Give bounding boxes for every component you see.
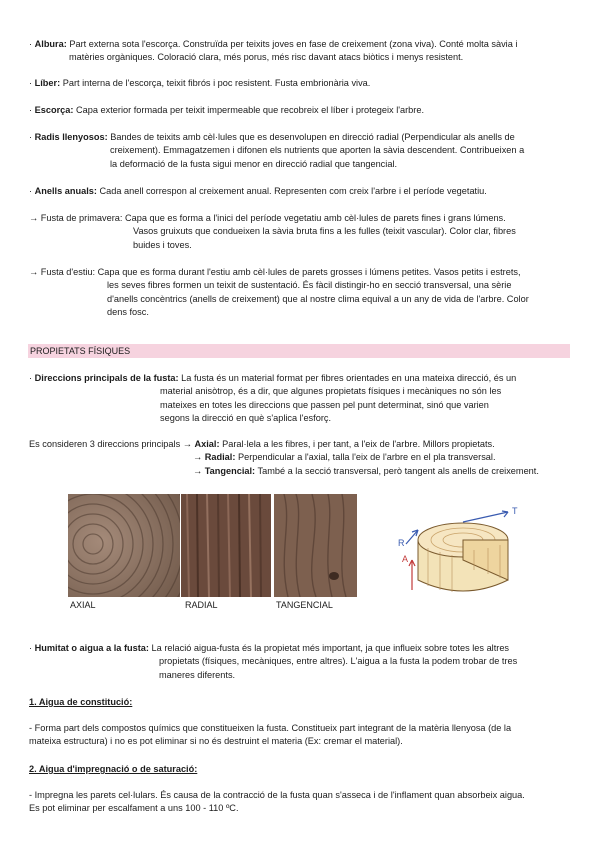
liber-text: Part interna de l'escorça, teixit fibrós i poc resistent. Fusta embrionària viva. — [62, 78, 371, 88]
aigua1-paragraph — [29, 722, 576, 749]
aigua2-line2: Es pot eliminar per escalfament a uns 100 - 110 ºC. — [29, 803, 239, 814]
albura-line1: Part externa sota l'escorça. Construïda per teixits joves en fase de creixement (zona viva). Conté molta sàvia i — [69, 39, 518, 49]
liber-term: Líber: — [34, 78, 61, 88]
direccions-line4: segons la direcció en què s'aplica l'esforç. — [160, 413, 332, 424]
primavera-paragraph — [29, 212, 576, 252]
axial-text: Paral·lela a les fibres, i per tant, a l'eix de l'arbre. Millors propietats. — [222, 439, 495, 449]
axial-term: Axial: — [194, 439, 220, 449]
humitat-line3: maneres diferents. — [159, 669, 236, 680]
radial-text: Perpendicular a l'axial, talla l'eix de l'arbre en el pla transversal. — [237, 452, 496, 463]
aigua1-heading — [29, 696, 576, 709]
estiu-label: Fusta d'estiu: — [40, 267, 96, 277]
aigua1-line2: mateixa estructura) i no es pot eliminar si no és destruint el materia (Ex: cremar el material). — [29, 736, 403, 747]
arrow-glyph: → — [29, 213, 39, 223]
directions-intro: Es consideren 3 direccions principals — [29, 439, 181, 449]
escorca-text: Capa exterior formada per teixit impermeable que recobreix el líber i protegeix l'arbre. — [76, 105, 424, 115]
estiu-line1: Capa que es forma durant l'estiu amb cèl·lules de parets grosses i lúmens petites. Vasos petits i estrets, — [97, 267, 521, 277]
bullet: · — [29, 105, 33, 115]
aigua1-line1: - Forma part dels compostos químics que constitueixen la fusta. Constitueix part integrant de la matèria llenyosa (de la — [29, 723, 512, 733]
direccions-term: Direccions principals de la fusta: — [34, 373, 179, 383]
escorca-term: Escorça: — [34, 105, 74, 115]
estiu-line4: dens fosc. — [107, 307, 149, 318]
radial-term: Radial: — [204, 452, 236, 463]
anells-text: Cada anell correspon al creixement anual. Representen com creix l'arbre i el període vegetatiu. — [99, 186, 487, 196]
primavera-line2: Vasos gruixuts que condueixen la sàvia bruta fins a les fulles (teixit vascular). Color clar, fibres — [133, 226, 516, 237]
bullet: · — [29, 643, 33, 653]
tangencial-caption: TANGENCIAL — [276, 600, 333, 610]
aigua1-title: 1. Aigua de constitució: — [29, 697, 133, 707]
albura-line2: matèries orgàniques. Coloració clara, més porus, més risc davant atacs biòtics i menys resistent. — [69, 52, 464, 63]
albura-term: Albura: — [34, 39, 67, 49]
aigua2-heading — [29, 763, 576, 776]
arrow-glyph: → — [182, 439, 192, 449]
section-title: PROPIETATS FÍSIQUES — [28, 344, 570, 358]
radis-paragraph — [29, 131, 576, 171]
albura-paragraph — [29, 38, 576, 65]
sketch-label-t: T — [512, 506, 518, 516]
direction-tangencial-row — [29, 465, 576, 478]
radial-wood-photo — [181, 494, 271, 597]
radis-line3: la deformació de la fusta sigui menor en direcció radial que tangencial. — [110, 158, 398, 169]
bullet: · — [29, 186, 33, 196]
radis-line1: Bandes de teixits amb cèl·lules que es desenvolupen en direcció radial (Perpendicular als anells de — [110, 132, 515, 142]
primavera-label: Fusta de primavera: — [40, 213, 123, 223]
tangencial-term: Tangencial: — [204, 465, 256, 476]
estiu-paragraph — [29, 266, 576, 320]
aigua2-paragraph — [29, 789, 576, 816]
escorca-paragraph — [29, 104, 576, 117]
arrow-glyph: → — [193, 452, 203, 463]
anells-paragraph — [29, 185, 576, 198]
tangencial-wood-photo — [274, 494, 357, 597]
humitat-line2: propietats (físiques, mecàniques, entre altres). L'aigua a la fusta la podem trobar de tres — [159, 656, 518, 667]
aigua2-line1: - Impregna les parets cel·lulars. És causa de la contracció de la fusta quan s'asseca i de l'inflament quan absorbeix aigua. — [29, 790, 525, 800]
anells-term: Anells anuals: — [34, 186, 97, 196]
aigua2-title: 2. Aigua d'impregnació o de saturació: — [29, 764, 198, 774]
radis-term: Radis llenyosos: — [34, 132, 108, 142]
primavera-line1: Capa que es forma a l'inici del període vegetatiu amb cèl·lules de parets fines i grans lúmens. — [125, 213, 506, 223]
log-sketch-diagram — [388, 500, 528, 600]
directions-list — [29, 438, 576, 478]
sketch-label-a: A — [402, 554, 409, 564]
arrow-glyph: → — [193, 465, 203, 476]
direction-radial-row — [29, 451, 576, 464]
direccions-line1: La fusta és un material format per fibres orientades en una mateixa direcció, és un — [181, 373, 517, 383]
direction-axial-row — [29, 438, 576, 451]
humitat-paragraph — [29, 642, 576, 682]
humitat-line1: La relació aigua-fusta és la propietat més important, ja que influeix sobre totes les altres — [151, 643, 510, 653]
radis-line2: creixement). Emmagatzemen i difonen els nutrients que aporten la sàvia descendent. Contribueixen a — [110, 145, 525, 156]
sketch-label-r: R — [398, 538, 405, 548]
axial-caption: AXIAL — [70, 600, 96, 610]
radial-caption: RADIAL — [185, 600, 218, 610]
bullet: · — [29, 373, 33, 383]
direccions-line2: material anisòtrop, és a dir, que algunes propietats físiques i mecàniques no són les — [160, 386, 502, 397]
humitat-term: Humitat o aigua a la fusta: — [34, 643, 149, 653]
liber-paragraph — [29, 77, 576, 90]
bullet: · — [29, 78, 33, 88]
bullet: · — [29, 132, 33, 142]
axial-wood-photo — [68, 494, 180, 597]
estiu-line3: d'anells concèntrics (anells de creixement) que al nostre clima equival a un any de vida de l'arbre. Color — [107, 293, 529, 304]
estiu-line2: les seves fibres formen un teixit de sustentació. És fàcil distingir-ho en secció transversal, una sèrie — [107, 280, 512, 291]
bullet: · — [29, 39, 33, 49]
tangencial-text: També a la secció transversal, però tangent als anells de creixement. — [257, 465, 539, 476]
direccions-paragraph — [29, 372, 576, 426]
arrow-glyph: → — [29, 267, 39, 277]
direccions-line3: mateixes en totes les direccions que passen pel punt determinat, sinó que varien — [160, 399, 489, 410]
primavera-line3: buides i toves. — [133, 239, 192, 250]
